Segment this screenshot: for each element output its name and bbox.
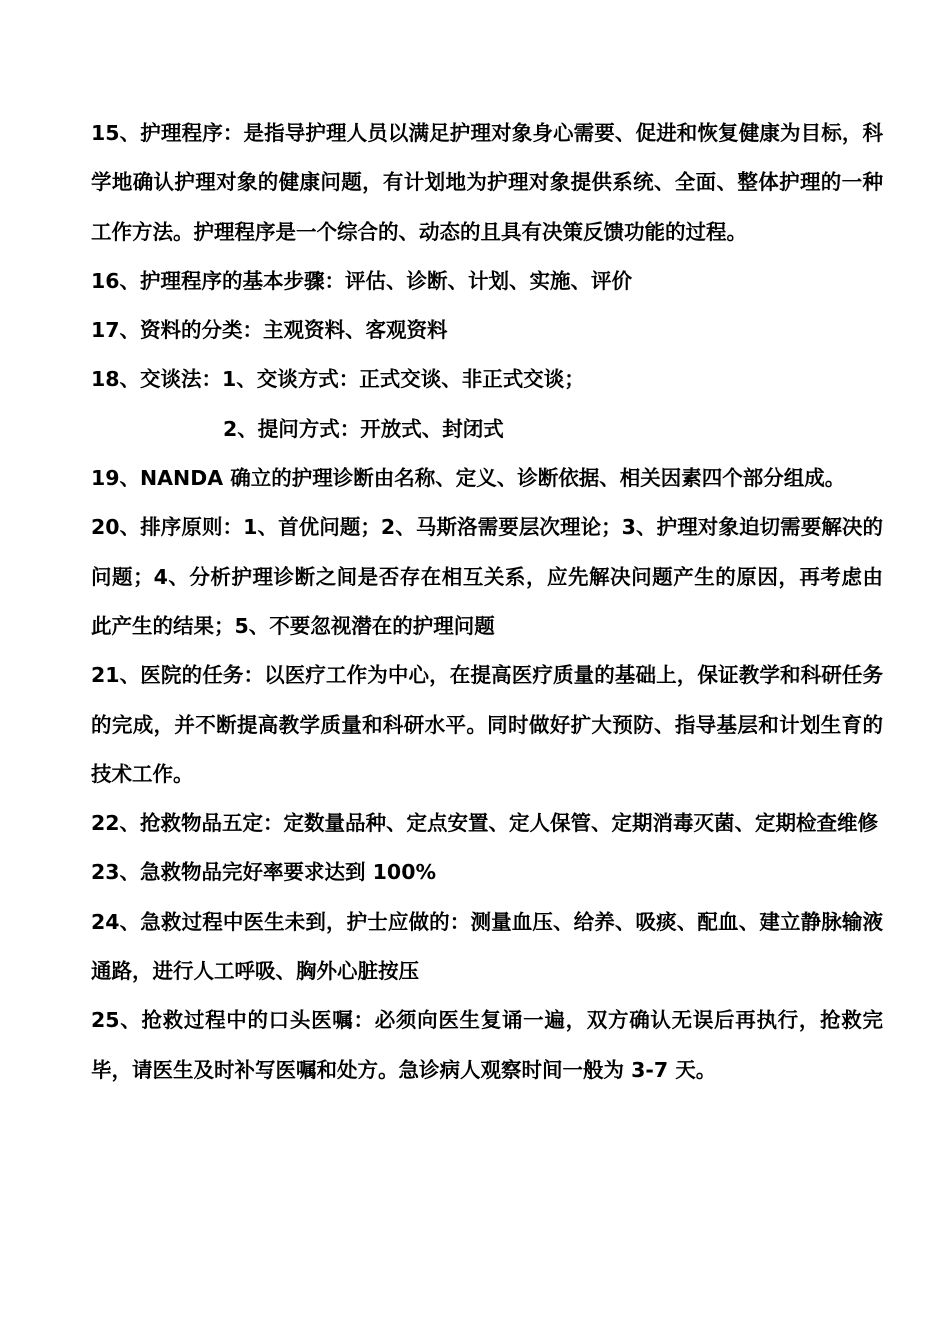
paragraph-20-priority-principles: 20、排序原则：1、首优问题；2、马斯洛需要层次理论；3、护理对象迫切需要解决的问题；4、分析护理诊断之间是否存在相互关系，应先解决问题产生的原因，再考虑由此产生的结果；5、不要忽视潜在的护理问题 bbox=[91, 515, 883, 638]
paragraph-16-basic-steps: 16、护理程序的基本步骤：评估、诊断、计划、实施、评价 bbox=[91, 268, 633, 293]
paragraph-24-nurse-actions: 24、急救过程中医生未到，护士应做的：测量血压、给养、吸痰、配血、建立静脉输液通路，进行人工呼吸、胸外心脏按压 bbox=[91, 909, 883, 984]
paragraph-23-rescue-items-rate: 23、急救物品完好率要求达到 100% bbox=[91, 860, 436, 885]
paragraph-18-question-style: 2、提问方式：开放式、封闭式 bbox=[223, 416, 504, 441]
paragraph-15-nursing-process: 15、护理程序：是指导护理人员以满足护理对象身心需要、促进和恢复健康为目标，科学地确认护理对象的健康问题，有计划地为护理对象提供系统、全面、整体护理的一种工作方法。护理程序是一个综合的、动态的且具有决策反馈功能的过程。 bbox=[91, 121, 883, 244]
paragraph-19-nanda-diagnosis: 19、NANDA 确立的护理诊断由名称、定义、诊断依据、相关因素四个部分组成。 bbox=[91, 466, 846, 491]
paragraph-25-verbal-orders: 25、抢救过程中的口头医嘱：必须向医生复诵一遍，双方确认无误后再执行，抢救完毕，请医生及时补写医嘱和处方。急诊病人观察时间一般为 3-7 天。 bbox=[91, 1008, 883, 1082]
paragraph-18-interview-method: 18、交谈法：1、交谈方式：正式交谈、非正式交谈； bbox=[91, 367, 585, 392]
paragraph-22-rescue-items-five-fixed: 22、抢救物品五定：定数量品种、定点安置、定人保管、定期消毒灭菌、定期检查维修 bbox=[91, 811, 879, 836]
document-body bbox=[91, 109, 883, 1095]
paragraph-21-hospital-tasks: 21、医院的任务：以医疗工作为中心，在提高医疗质量的基础上，保证教学和科研任务的完成，并不断提高教学质量和科研水平。同时做好扩大预防、指导基层和计划生育的技术工作。 bbox=[91, 663, 883, 786]
paragraph-17-data-classification: 17、资料的分类：主观资料、客观资料 bbox=[91, 318, 448, 343]
